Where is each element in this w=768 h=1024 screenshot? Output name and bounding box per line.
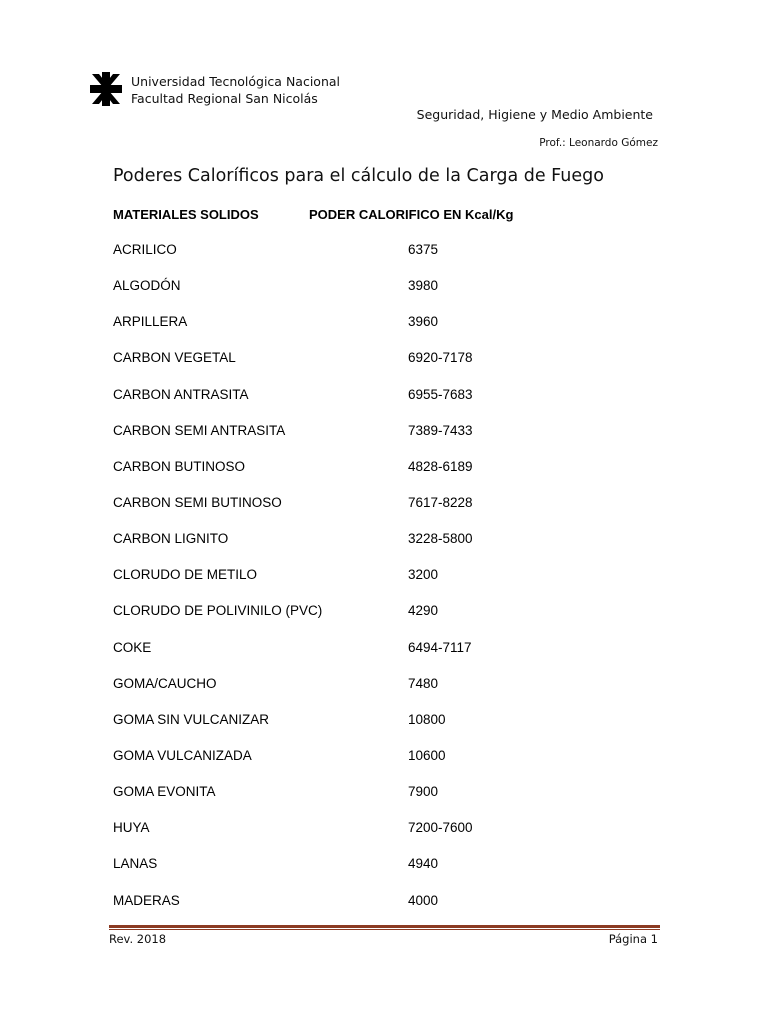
calorific-value: 6920-7178	[408, 350, 473, 366]
table-row	[113, 640, 673, 676]
table-row	[113, 278, 673, 314]
table-row	[113, 784, 673, 820]
calorific-value: 6494-7117	[408, 639, 472, 655]
material-name: COKE	[113, 639, 152, 655]
calorific-value: 3200	[408, 567, 439, 583]
calorific-value: 6955-7683	[408, 386, 473, 402]
calorific-value: 4940	[408, 856, 439, 872]
calorific-value: 10600	[408, 747, 446, 763]
calorific-value: 10800	[408, 711, 446, 727]
material-name: LANAS	[113, 856, 158, 872]
calorific-value: 3980	[408, 278, 439, 294]
material-name: GOMA EVONITA	[113, 784, 216, 800]
table-row	[113, 748, 673, 784]
material-name: CLORUDO DE METILO	[113, 567, 258, 583]
revision-label: Rev. 2018	[109, 932, 167, 946]
table-row	[113, 603, 673, 639]
department-name: Seguridad, Higiene y Medio Ambiente	[416, 107, 653, 122]
document-title: Poderes Caloríficos para el cálculo de la Carga de Fuego	[113, 166, 604, 186]
calorific-value: 3960	[408, 314, 439, 330]
table-row	[113, 387, 673, 423]
footer-rule	[109, 925, 660, 928]
table-row	[113, 567, 673, 603]
table-row	[113, 314, 673, 350]
column-header-material: MATERIALES SOLIDOS	[113, 207, 259, 222]
calorific-value: 6375	[408, 242, 439, 257]
table-body	[113, 242, 673, 929]
calorific-value: 4290	[408, 603, 439, 619]
calorific-table	[113, 205, 673, 908]
material-name: GOMA SIN VULCANIZAR	[113, 711, 270, 727]
calorific-value: 4000	[408, 892, 439, 908]
calorific-value: 4828-6189	[408, 458, 473, 474]
material-name: CARBON BUTINOSO	[113, 458, 246, 474]
material-name: ALGODÓN	[113, 278, 181, 294]
material-name: CARBON SEMI BUTINOSO	[113, 494, 282, 510]
material-name: CARBON SEMI ANTRASITA	[113, 422, 286, 438]
table-row	[113, 820, 673, 856]
professor-name: Prof.: Leonardo Gómez	[539, 137, 658, 149]
calorific-value: 7389-7433	[408, 422, 473, 438]
material-name: GOMA/CAUCHO	[113, 675, 217, 691]
calorific-value: 3228-5800	[408, 531, 473, 547]
faculty-name: Facultad Regional San Nicolás	[131, 91, 318, 106]
table-row	[113, 531, 673, 567]
material-name: CARBON LIGNITO	[113, 531, 229, 547]
page-number: Página 1	[608, 932, 658, 946]
material-name: ARPILLERA	[113, 314, 188, 330]
calorific-value: 7200-7600	[408, 820, 473, 836]
material-name: HUYA	[113, 820, 150, 836]
utn-logo-icon	[90, 72, 122, 106]
calorific-value: 7900	[408, 784, 439, 800]
table-row	[113, 712, 673, 748]
table-row	[113, 459, 673, 495]
table-row	[113, 423, 673, 459]
table-header	[113, 205, 673, 223]
material-name: CARBON ANTRASITA	[113, 386, 249, 402]
column-header-value: PODER CALORIFICO EN Kcal/Kg	[309, 207, 514, 222]
table-row	[113, 893, 673, 929]
footer-rule-thin	[109, 929, 660, 930]
material-name: GOMA VULCANIZADA	[113, 747, 252, 763]
material-name: MADERAS	[113, 892, 180, 908]
university-name: Universidad Tecnológica Nacional	[131, 74, 340, 89]
table-row	[113, 242, 673, 278]
calorific-value: 7480	[408, 675, 439, 691]
material-name: ACRILICO	[113, 242, 177, 257]
material-name: CLORUDO DE POLIVINILO (PVC)	[113, 603, 323, 619]
material-name: CARBON VEGETAL	[113, 350, 236, 366]
table-row	[113, 676, 673, 712]
table-row	[113, 495, 673, 531]
table-row	[113, 856, 673, 892]
table-row	[113, 350, 673, 386]
institution-block	[131, 73, 340, 107]
calorific-value: 7617-8228	[408, 494, 473, 510]
